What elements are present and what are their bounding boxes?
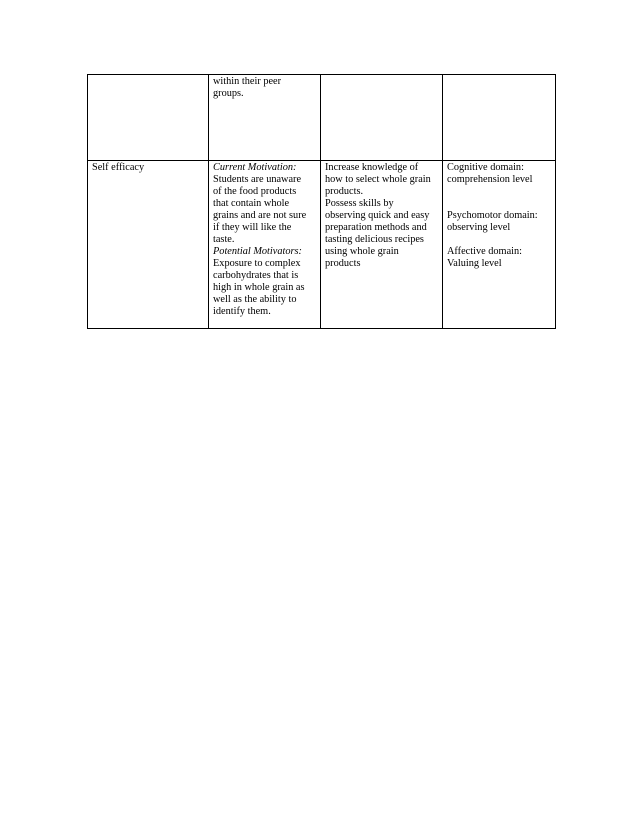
table-cell-construct [88, 75, 209, 161]
cell-text-line: taste. [213, 234, 235, 245]
cell-text-line: identify them. [213, 306, 271, 317]
cell-text-line: preparation methods and [325, 222, 427, 233]
cognitive-domain-label: Cognitive domain: [447, 162, 524, 173]
cell-text-line: how to select whole grain [325, 174, 431, 185]
cell-text-line: well as the ability to [213, 294, 297, 305]
affective-domain-label: Affective domain: [447, 246, 523, 257]
cognitive-domain-level: comprehension level [447, 174, 533, 185]
table-cell-objectives [321, 75, 443, 161]
potential-motivators-label: Potential Motivators: [213, 246, 302, 257]
cell-text-line: of the food products [213, 186, 297, 197]
current-motivation-label: Current Motivation: [213, 162, 297, 173]
table-cell-motivation [209, 75, 321, 161]
cell-text-line: high in whole grain as [213, 282, 305, 293]
intervention-table [87, 74, 556, 329]
cell-text-line: products [325, 258, 361, 269]
cell-text-line: Students are unaware [213, 174, 302, 185]
spacer [447, 198, 551, 210]
cell-text-line: using whole grain [325, 246, 399, 257]
affective-domain-level: Valuing level [447, 258, 502, 269]
cell-text-line: Possess skills by [325, 198, 394, 209]
cell-text-line: products. [325, 186, 364, 197]
cell-text-line: that contain whole [213, 198, 290, 209]
cell-text-line: Increase knowledge of [325, 162, 419, 173]
psychomotor-domain-level: observing level [447, 222, 511, 233]
cell-text-line: grains and are not sure [213, 210, 307, 221]
table-row [88, 75, 556, 161]
table-cell-domain [443, 75, 556, 161]
table-cell-motivation [209, 161, 321, 329]
table-cell-construct [88, 161, 209, 329]
psychomotor-domain-label: Psychomotor domain: [447, 210, 538, 221]
table-cell-domain [443, 161, 556, 329]
cell-text-line: if they will like the [213, 222, 292, 233]
cell-text-line: observing quick and easy [325, 210, 430, 221]
cell-text-line: groups. [213, 88, 244, 99]
spacer [447, 234, 551, 246]
spacer [447, 186, 551, 198]
table-cell-objectives [321, 161, 443, 329]
construct-label: Self efficacy [92, 162, 145, 173]
table-row [88, 161, 556, 329]
cell-text-line: Exposure to complex [213, 258, 301, 269]
cell-text-line: within their peer [213, 76, 282, 87]
cell-text-line: carbohydrates that is [213, 270, 299, 281]
cell-text-line: tasting delicious recipes [325, 234, 424, 245]
